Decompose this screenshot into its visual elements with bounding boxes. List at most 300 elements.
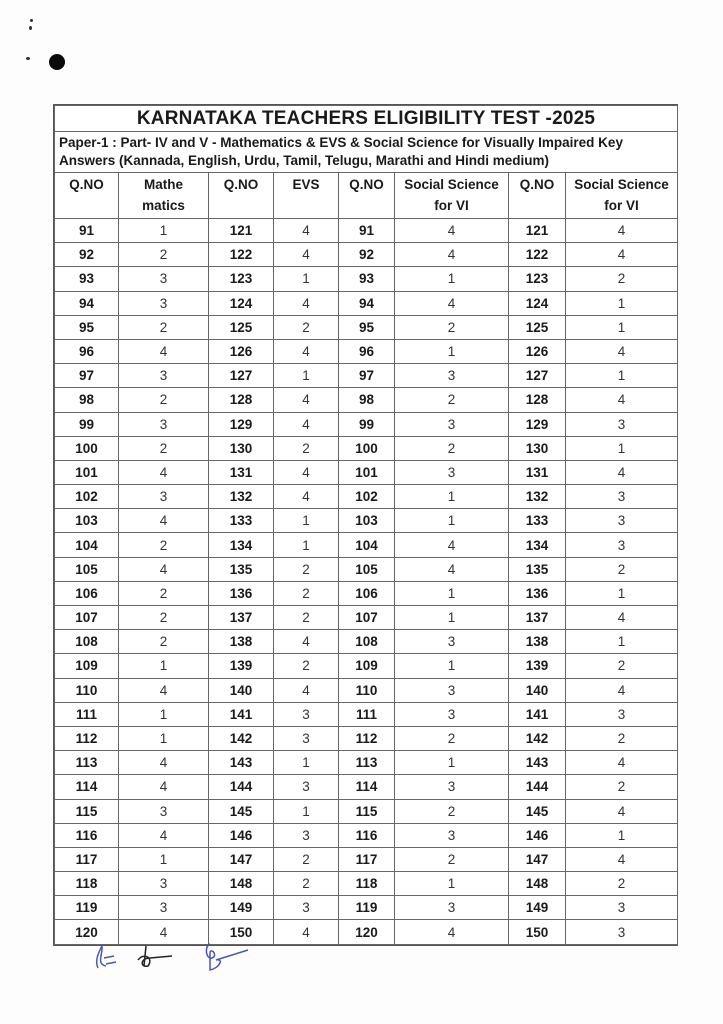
question-number-cell: 133 (209, 509, 274, 533)
table-row (55, 581, 678, 605)
column-header (339, 173, 395, 219)
table-row (55, 557, 678, 581)
column-header (395, 173, 509, 219)
answer-cell: 3 (274, 823, 339, 847)
column-header (274, 173, 339, 219)
question-number-cell: 123 (509, 267, 566, 291)
answer-cell: 2 (395, 388, 509, 412)
answer-cell: 4 (566, 219, 678, 243)
table-row (55, 436, 678, 460)
answer-cell: 3 (395, 702, 509, 726)
answer-cell: 2 (119, 581, 209, 605)
question-number-cell: 99 (339, 412, 395, 436)
answer-cell: 1 (566, 291, 678, 315)
answer-cell: 1 (395, 872, 509, 896)
question-number-cell: 104 (339, 533, 395, 557)
question-number-cell: 130 (209, 436, 274, 460)
answer-cell: 1 (395, 509, 509, 533)
question-number-cell: 129 (209, 412, 274, 436)
answer-cell: 4 (566, 606, 678, 630)
table-row (55, 364, 678, 388)
column-header (509, 173, 566, 219)
table-row (55, 678, 678, 702)
answer-cell: 2 (119, 388, 209, 412)
question-number-cell: 92 (339, 243, 395, 267)
answer-cell: 2 (119, 243, 209, 267)
table-row (55, 243, 678, 267)
question-number-cell: 97 (55, 364, 119, 388)
question-number-cell: 118 (339, 872, 395, 896)
answer-cell: 3 (119, 896, 209, 920)
answer-cell: 4 (274, 412, 339, 436)
table-row (55, 485, 678, 509)
answer-cell: 2 (566, 654, 678, 678)
question-number-cell: 125 (509, 315, 566, 339)
answer-cell: 3 (119, 799, 209, 823)
answer-cell: 1 (274, 799, 339, 823)
question-number-cell: 108 (339, 630, 395, 654)
scan-speck (30, 19, 33, 22)
question-number-cell: 150 (209, 920, 274, 944)
question-number-cell: 128 (509, 388, 566, 412)
answer-cell: 1 (119, 219, 209, 243)
answer-cell: 3 (119, 267, 209, 291)
answer-cell: 4 (274, 920, 339, 944)
table-row (55, 823, 678, 847)
question-number-cell: 98 (55, 388, 119, 412)
answer-cell: 3 (274, 775, 339, 799)
column-header-line1: Q.NO (69, 177, 104, 192)
table-row (55, 388, 678, 412)
question-number-cell: 95 (339, 315, 395, 339)
question-number-cell: 144 (209, 775, 274, 799)
answer-cell: 2 (274, 872, 339, 896)
answer-cell: 2 (119, 436, 209, 460)
question-number-cell: 100 (55, 436, 119, 460)
answer-cell: 4 (119, 678, 209, 702)
answer-cell: 1 (566, 436, 678, 460)
column-header-line1: Q.NO (223, 177, 259, 192)
answer-cell: 3 (566, 920, 678, 944)
answer-cell: 2 (119, 630, 209, 654)
answer-cell: 1 (395, 751, 509, 775)
answer-cell: 4 (119, 751, 209, 775)
answer-cell: 2 (274, 581, 339, 605)
answer-cell: 3 (274, 726, 339, 750)
signature-3 (206, 944, 248, 970)
question-number-cell: 134 (509, 533, 566, 557)
answer-cell: 1 (119, 847, 209, 871)
table-row (55, 654, 678, 678)
question-number-cell: 102 (55, 485, 119, 509)
answer-cell: 3 (395, 775, 509, 799)
question-number-cell: 126 (509, 339, 566, 363)
answer-cell: 1 (274, 267, 339, 291)
answer-cell: 1 (566, 581, 678, 605)
question-number-cell: 98 (339, 388, 395, 412)
question-number-cell: 135 (509, 557, 566, 581)
answer-cell: 3 (395, 678, 509, 702)
question-number-cell: 127 (209, 364, 274, 388)
punch-hole-mark (49, 54, 65, 70)
answer-cell: 3 (119, 412, 209, 436)
answer-cell: 2 (119, 606, 209, 630)
table-row (55, 751, 678, 775)
question-number-cell: 148 (209, 872, 274, 896)
table-row (55, 315, 678, 339)
answer-cell: 1 (274, 533, 339, 557)
question-number-cell: 105 (55, 557, 119, 581)
answer-cell: 2 (395, 315, 509, 339)
question-number-cell: 109 (339, 654, 395, 678)
answer-cell: 4 (566, 460, 678, 484)
question-number-cell: 145 (509, 799, 566, 823)
question-number-cell: 116 (339, 823, 395, 847)
question-number-cell: 138 (509, 630, 566, 654)
answer-cell: 4 (274, 630, 339, 654)
question-number-cell: 149 (509, 896, 566, 920)
answer-cell: 2 (395, 726, 509, 750)
answer-cell: 4 (274, 219, 339, 243)
question-number-cell: 147 (509, 847, 566, 871)
answer-cell: 3 (395, 896, 509, 920)
answer-cell: 4 (395, 219, 509, 243)
column-header-line1: Social Science (574, 177, 669, 192)
question-number-cell: 123 (209, 267, 274, 291)
column-header-line2: for VI (604, 198, 639, 213)
answer-key-sheet (53, 104, 678, 946)
table-row (55, 412, 678, 436)
question-number-cell: 134 (209, 533, 274, 557)
answer-cell: 4 (119, 557, 209, 581)
answer-cell: 4 (395, 243, 509, 267)
answer-cell: 4 (119, 775, 209, 799)
answer-cell: 1 (395, 267, 509, 291)
answer-cell: 4 (566, 339, 678, 363)
answer-cell: 2 (395, 847, 509, 871)
question-number-cell: 115 (55, 799, 119, 823)
answer-cell: 2 (566, 872, 678, 896)
answer-cell: 3 (566, 533, 678, 557)
answer-cell: 3 (395, 460, 509, 484)
answer-cell: 3 (274, 896, 339, 920)
answer-cell: 4 (274, 460, 339, 484)
question-number-cell: 101 (339, 460, 395, 484)
answer-cell: 4 (119, 460, 209, 484)
column-header-line1: Q.NO (349, 177, 384, 192)
question-number-cell: 94 (55, 291, 119, 315)
table-row (55, 775, 678, 799)
table-row (55, 460, 678, 484)
answer-cell: 4 (395, 557, 509, 581)
answer-cell: 1 (395, 606, 509, 630)
answer-cell: 3 (119, 364, 209, 388)
column-header-line1: Social Science (404, 177, 499, 192)
answer-cell: 4 (566, 799, 678, 823)
question-number-cell: 107 (55, 606, 119, 630)
question-number-cell: 136 (209, 581, 274, 605)
answer-cell: 2 (274, 847, 339, 871)
question-number-cell: 146 (509, 823, 566, 847)
question-number-cell: 141 (209, 702, 274, 726)
table-row (55, 896, 678, 920)
question-number-cell: 111 (55, 702, 119, 726)
answer-cell: 1 (274, 751, 339, 775)
answer-cell: 3 (395, 630, 509, 654)
question-number-cell: 122 (209, 243, 274, 267)
answer-cell: 2 (395, 436, 509, 460)
question-number-cell: 130 (509, 436, 566, 460)
question-number-cell: 117 (339, 847, 395, 871)
question-number-cell: 107 (339, 606, 395, 630)
column-header (209, 173, 274, 219)
table-row (55, 799, 678, 823)
scan-speck (26, 57, 30, 60)
question-number-cell: 102 (339, 485, 395, 509)
answer-cell: 1 (566, 364, 678, 388)
question-number-cell: 137 (509, 606, 566, 630)
question-number-cell: 124 (509, 291, 566, 315)
answer-cell: 1 (395, 339, 509, 363)
answer-cell: 3 (395, 412, 509, 436)
table-row (55, 726, 678, 750)
column-header-line2: matics (142, 198, 185, 213)
question-number-cell: 120 (339, 920, 395, 944)
question-number-cell: 110 (55, 678, 119, 702)
question-number-cell: 140 (209, 678, 274, 702)
answer-cell: 1 (395, 581, 509, 605)
column-header-line1: Mathe (143, 177, 183, 192)
table-row (55, 606, 678, 630)
answer-cell: 2 (274, 654, 339, 678)
question-number-cell: 148 (509, 872, 566, 896)
answer-cell: 1 (395, 654, 509, 678)
question-number-cell: 133 (509, 509, 566, 533)
question-number-cell: 127 (509, 364, 566, 388)
table-row (55, 291, 678, 315)
question-number-cell: 113 (55, 751, 119, 775)
column-header (119, 173, 209, 219)
table-row (55, 847, 678, 871)
signature-2 (138, 946, 172, 966)
question-number-cell: 147 (209, 847, 274, 871)
question-number-cell: 103 (339, 509, 395, 533)
question-number-cell: 135 (209, 557, 274, 581)
answer-cell: 4 (119, 920, 209, 944)
answer-cell: 1 (566, 315, 678, 339)
answer-cell: 4 (395, 291, 509, 315)
answer-cell: 3 (395, 364, 509, 388)
answer-cell: 1 (395, 485, 509, 509)
answer-cell: 1 (566, 630, 678, 654)
table-row (55, 533, 678, 557)
question-number-cell: 91 (55, 219, 119, 243)
table-row (55, 702, 678, 726)
answer-cell: 3 (395, 823, 509, 847)
column-header (55, 173, 119, 219)
answer-cell: 3 (566, 485, 678, 509)
answer-cell: 3 (566, 896, 678, 920)
question-number-cell: 115 (339, 799, 395, 823)
question-number-cell: 106 (55, 581, 119, 605)
column-header-line2: for VI (434, 198, 469, 213)
answer-cell: 2 (566, 726, 678, 750)
question-number-cell: 125 (209, 315, 274, 339)
question-number-cell: 126 (209, 339, 274, 363)
table-row (55, 872, 678, 896)
question-number-cell: 141 (509, 702, 566, 726)
answer-cell: 2 (274, 436, 339, 460)
question-number-cell: 136 (509, 581, 566, 605)
question-number-cell: 100 (339, 436, 395, 460)
question-number-cell: 116 (55, 823, 119, 847)
question-number-cell: 103 (55, 509, 119, 533)
question-number-cell: 139 (209, 654, 274, 678)
answer-cell: 2 (395, 799, 509, 823)
question-number-cell: 112 (339, 726, 395, 750)
answer-key-table (54, 105, 678, 945)
answer-cell: 4 (566, 847, 678, 871)
question-number-cell: 118 (55, 872, 119, 896)
answer-cell: 2 (119, 315, 209, 339)
question-number-cell: 114 (339, 775, 395, 799)
signature-1 (97, 946, 116, 968)
question-number-cell: 113 (339, 751, 395, 775)
answer-cell: 3 (274, 702, 339, 726)
question-number-cell: 108 (55, 630, 119, 654)
answer-cell: 1 (274, 509, 339, 533)
table-row (55, 630, 678, 654)
answer-cell: 2 (119, 533, 209, 557)
question-number-cell: 104 (55, 533, 119, 557)
scan-speck (29, 26, 32, 30)
question-number-cell: 96 (339, 339, 395, 363)
table-row (55, 509, 678, 533)
answer-cell: 4 (274, 388, 339, 412)
question-number-cell: 137 (209, 606, 274, 630)
question-number-cell: 124 (209, 291, 274, 315)
answer-cell: 4 (566, 751, 678, 775)
question-number-cell: 144 (509, 775, 566, 799)
question-number-cell: 129 (509, 412, 566, 436)
question-number-cell: 96 (55, 339, 119, 363)
question-number-cell: 105 (339, 557, 395, 581)
question-number-cell: 132 (209, 485, 274, 509)
question-number-cell: 150 (509, 920, 566, 944)
question-number-cell: 122 (509, 243, 566, 267)
question-number-cell: 93 (339, 267, 395, 291)
table-header-row (55, 173, 678, 219)
answer-cell: 2 (274, 606, 339, 630)
column-header-line1: EVS (292, 177, 320, 192)
question-number-cell: 131 (509, 460, 566, 484)
question-number-cell: 114 (55, 775, 119, 799)
answer-cell: 2 (566, 557, 678, 581)
answer-cell: 1 (119, 654, 209, 678)
question-number-cell: 121 (509, 219, 566, 243)
answer-cell: 3 (119, 872, 209, 896)
question-number-cell: 91 (339, 219, 395, 243)
answer-cell: 4 (274, 485, 339, 509)
answer-cell: 4 (274, 339, 339, 363)
question-number-cell: 128 (209, 388, 274, 412)
table-body (55, 219, 678, 945)
answer-cell: 4 (274, 291, 339, 315)
answer-cell: 4 (395, 533, 509, 557)
question-number-cell: 132 (509, 485, 566, 509)
answer-cell: 4 (119, 339, 209, 363)
question-number-cell: 95 (55, 315, 119, 339)
question-number-cell: 143 (509, 751, 566, 775)
question-number-cell: 119 (55, 896, 119, 920)
answer-cell: 4 (274, 678, 339, 702)
answer-cell: 3 (119, 291, 209, 315)
answer-cell: 3 (119, 485, 209, 509)
table-row (55, 339, 678, 363)
question-number-cell: 117 (55, 847, 119, 871)
answer-cell: 4 (566, 678, 678, 702)
table-row (55, 267, 678, 291)
question-number-cell: 119 (339, 896, 395, 920)
answer-cell: 2 (566, 267, 678, 291)
answer-cell: 1 (119, 702, 209, 726)
answer-cell: 2 (274, 557, 339, 581)
answer-cell: 1 (274, 364, 339, 388)
question-number-cell: 97 (339, 364, 395, 388)
question-number-cell: 145 (209, 799, 274, 823)
table-row (55, 219, 678, 243)
question-number-cell: 112 (55, 726, 119, 750)
question-number-cell: 138 (209, 630, 274, 654)
answer-cell: 3 (566, 412, 678, 436)
question-number-cell: 120 (55, 920, 119, 944)
question-number-cell: 142 (209, 726, 274, 750)
question-number-cell: 109 (55, 654, 119, 678)
question-number-cell: 101 (55, 460, 119, 484)
question-number-cell: 131 (209, 460, 274, 484)
question-number-cell: 94 (339, 291, 395, 315)
question-number-cell: 139 (509, 654, 566, 678)
answer-cell: 2 (566, 775, 678, 799)
question-number-cell: 111 (339, 702, 395, 726)
question-number-cell: 93 (55, 267, 119, 291)
answer-cell: 3 (566, 509, 678, 533)
answer-cell: 4 (274, 243, 339, 267)
question-number-cell: 110 (339, 678, 395, 702)
answer-cell: 4 (395, 920, 509, 944)
question-number-cell: 143 (209, 751, 274, 775)
signatures (88, 938, 288, 978)
answer-cell: 3 (566, 702, 678, 726)
question-number-cell: 92 (55, 243, 119, 267)
question-number-cell: 140 (509, 678, 566, 702)
question-number-cell: 149 (209, 896, 274, 920)
answer-cell: 1 (119, 726, 209, 750)
question-number-cell: 146 (209, 823, 274, 847)
document-subtitle: Paper-1 : Part- IV and V - Mathematics & EVS & Social Science for Visually Impaired Key Answers (Kannada, English, Urdu, Tamil, Telugu, Marathi and Hindi medium) (55, 132, 678, 173)
question-number-cell: 142 (509, 726, 566, 750)
answer-cell: 4 (119, 823, 209, 847)
column-header-line1: Q.NO (519, 177, 555, 192)
document-title: KARNATAKA TEACHERS ELIGIBILITY TEST -2025 (55, 106, 678, 132)
answer-cell: 2 (274, 315, 339, 339)
answer-cell: 4 (566, 388, 678, 412)
question-number-cell: 106 (339, 581, 395, 605)
answer-cell: 4 (566, 243, 678, 267)
question-number-cell: 121 (209, 219, 274, 243)
answer-cell: 1 (566, 823, 678, 847)
column-header (566, 173, 678, 219)
